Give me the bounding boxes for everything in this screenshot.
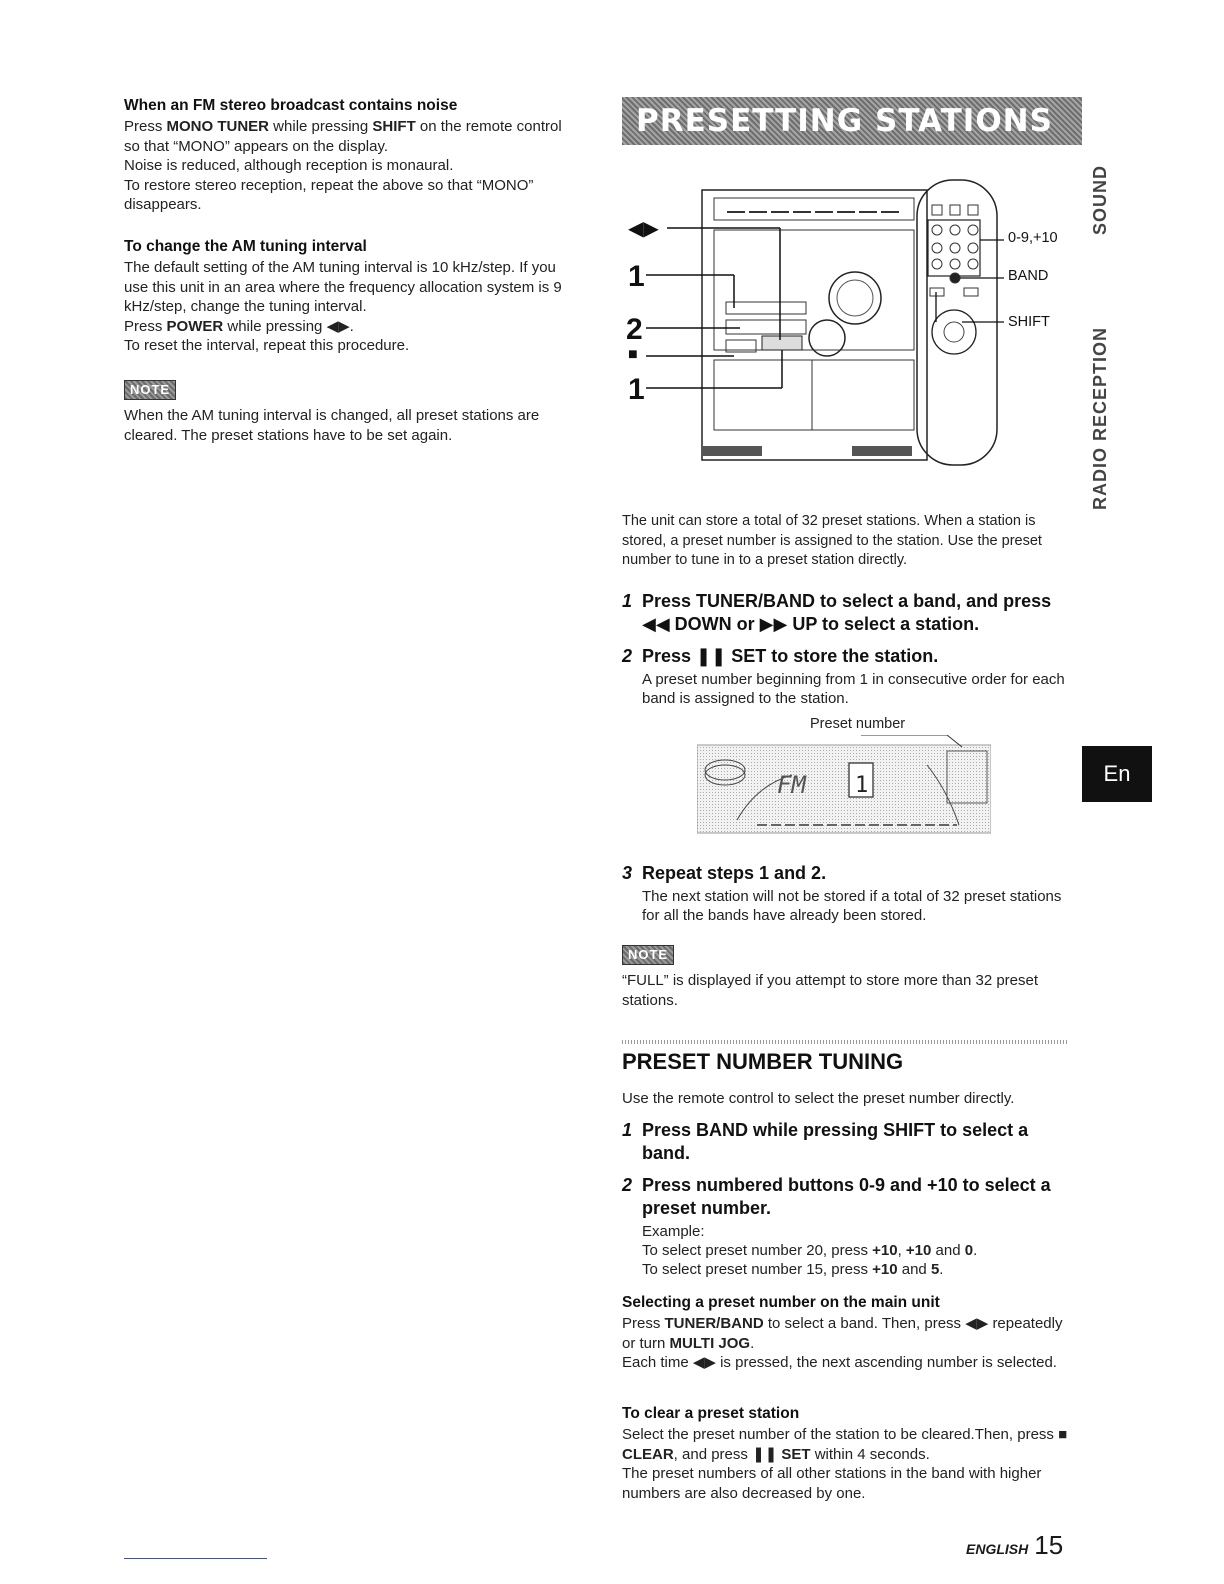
- preset-number-tuning-heading: PRESET NUMBER TUNING: [622, 1049, 904, 1074]
- step-number: 1: [622, 1120, 633, 1140]
- text-run: Press: [622, 1315, 665, 1332]
- am-interval-paragraph-2: [124, 317, 574, 337]
- step-body: The next station will not be stored if a total of 32 preset stations for all the bands have already been stored.: [642, 888, 1062, 924]
- main-unit-section: [622, 1294, 1068, 1373]
- step-title: Press ❚❚ SET to store the station.: [642, 646, 939, 666]
- fm-display-illustration: [697, 735, 991, 835]
- text-run: Select the preset number of the station to be cleared.Then, press: [622, 1426, 1059, 1443]
- main-unit-heading: Selecting a preset number on the main unit: [622, 1294, 940, 1311]
- note-badge-left: NOTE: [124, 380, 176, 400]
- unit-top-display: [714, 198, 914, 220]
- presetting-step-1: [622, 590, 1068, 636]
- text-run: .: [939, 1261, 944, 1278]
- clear-preset-section: [622, 1405, 1068, 1503]
- unit-remote-illustration: [622, 160, 1068, 470]
- page-footer: [966, 1530, 1063, 1561]
- label-arrows: ◀▶: [628, 218, 659, 240]
- text-run: and: [897, 1261, 931, 1278]
- key: 5: [930, 1261, 940, 1278]
- text-run: Press: [124, 118, 167, 135]
- key: +10: [905, 1242, 932, 1259]
- step-number: 2: [622, 1175, 633, 1195]
- preset-number-label: Preset number: [810, 716, 906, 732]
- step-body: A preset number beginning from 1 in consecutive order for each band is assigned to the station.: [642, 671, 1065, 707]
- unit-front-panel: [714, 230, 914, 350]
- display-preset-digit: 1: [855, 773, 869, 798]
- display-band-text: FM: [777, 771, 806, 799]
- text-run: to select a band. Then, press ◀▶ repeatedly or turn: [622, 1315, 1063, 1352]
- main-unit-paragraph-1: [622, 1314, 1068, 1353]
- remote-number-block: [928, 220, 980, 276]
- text-run: To select preset number 15, press: [642, 1261, 873, 1278]
- text-run: while pressing: [269, 118, 373, 135]
- example-line-2: [642, 1260, 1068, 1279]
- am-interval-paragraph-1: The default setting of the AM tuning interval is 10 kHz/step. If you use this unit in an area where the frequency allocation system is 9 kHz/step, change the tuning interval.: [124, 259, 562, 315]
- cassette-deck: [714, 360, 914, 430]
- text-run: Press: [124, 317, 167, 335]
- pnt-step-1: [622, 1119, 1068, 1165]
- am-interval-section: [124, 238, 574, 356]
- pnt-example: [642, 1222, 1068, 1279]
- key-shift: SHIFT: [372, 118, 416, 135]
- text-run: .: [750, 1334, 755, 1352]
- footer-language: ENGLISH: [966, 1541, 1029, 1557]
- step-number: 1: [622, 591, 633, 611]
- volume-dial: [809, 320, 845, 356]
- text-run: .: [973, 1242, 978, 1259]
- fm-noise-paragraph-3: To restore stereo reception, repeat the above so that “MONO” disappears.: [124, 176, 534, 213]
- key: +10: [872, 1242, 898, 1259]
- am-interval-paragraph-3: To reset the interval, repeat this procedure.: [124, 337, 410, 354]
- text-run: on the remote control so that “MONO” appears on the display.: [124, 118, 562, 155]
- note-text-right: “FULL” is displayed if you attempt to store more than 32 preset stations.: [622, 972, 1039, 1009]
- callout-shift: SHIFT: [1008, 314, 1050, 330]
- text-run: ,: [897, 1242, 906, 1259]
- key-power: POWER: [166, 317, 224, 335]
- main-unit-paragraph-2: Each time ◀▶ is pressed, the next ascending number is selected.: [622, 1354, 1057, 1371]
- label-step-2: 2: [626, 313, 643, 346]
- callout-numbers: 0-9,+10: [1008, 230, 1058, 246]
- fm-noise-paragraph-1: [124, 117, 574, 156]
- key: +10: [872, 1261, 898, 1278]
- button-row-1: [726, 302, 806, 314]
- fm-noise-paragraph-2: Noise is reduced, although reception is monaural.: [124, 157, 454, 174]
- example-label: Example:: [642, 1223, 705, 1240]
- text-run: To select preset number 20, press: [642, 1242, 873, 1259]
- remote-jog-center: [944, 322, 964, 342]
- label-step-1a: 1: [628, 260, 645, 293]
- step-title: Press numbered buttons 0-9 and +10 to select a preset number.: [642, 1175, 1051, 1218]
- set-button: [762, 336, 802, 350]
- label-stop: ■: [628, 346, 638, 363]
- clear-preset-paragraph-2: The preset numbers of all other stations in the band with higher numbers are also decreased by one.: [622, 1465, 1042, 1502]
- key-set: ❚❚ SET: [752, 1445, 811, 1463]
- clear-preset-heading: To clear a preset station: [622, 1405, 800, 1422]
- step-title: Press TUNER/BAND to select a band, and press ◀◀ DOWN or ▶▶ UP to select a station.: [642, 591, 1052, 634]
- presetting-step-3: [622, 862, 1068, 925]
- note-text-left: When the AM tuning interval is changed, all preset stations are cleared. The preset stations have to be set again.: [124, 407, 540, 444]
- step-title: Repeat steps 1 and 2.: [642, 863, 827, 883]
- text-run: and: [931, 1242, 965, 1259]
- step-number: 2: [622, 646, 633, 666]
- unit-foot-right: [852, 446, 912, 456]
- am-interval-heading: To change the AM tuning interval: [124, 238, 367, 255]
- key: 0: [964, 1242, 974, 1259]
- example-line-1: [642, 1241, 1068, 1260]
- button-row-2: [726, 320, 806, 334]
- display-panel: [697, 735, 991, 835]
- language-tab: En: [1082, 746, 1152, 802]
- label-step-1b: 1: [628, 373, 645, 406]
- remote-jog-ring: [932, 310, 976, 354]
- presetting-stations-banner: PRESETTING STATIONS: [622, 97, 1082, 145]
- fm-noise-heading: When an FM stereo broadcast contains noise: [124, 97, 458, 114]
- step-title: Press BAND while pressing SHIFT to select a band.: [642, 1120, 1029, 1163]
- clear-preset-paragraph-1: [622, 1425, 1068, 1464]
- section-divider: [622, 1040, 1068, 1044]
- multi-jog-inner: [837, 280, 873, 316]
- tab-sound: SOUND: [1090, 164, 1110, 235]
- text-run: , and press: [673, 1445, 753, 1463]
- pnt-step-2: [622, 1174, 1068, 1279]
- key-clear: ■ CLEAR: [622, 1426, 1068, 1463]
- key-mono-tuner: MONO TUNER: [166, 118, 270, 135]
- key-tuner-band: TUNER/BAND: [664, 1315, 764, 1332]
- text-run: while pressing ◀▶.: [223, 317, 354, 335]
- pnt-intro: Use the remote control to select the preset number directly.: [622, 1090, 1015, 1107]
- fm-noise-section: [124, 97, 574, 215]
- presetting-step-2: [622, 645, 1068, 708]
- stereo-unit-illustration: [622, 160, 1068, 470]
- note-badge-right: NOTE: [622, 945, 674, 965]
- presetting-intro: The unit can store a total of 32 preset stations. When a station is stored, a preset number is assigned to the station. Use the preset number to tune in to a preset station directly.: [622, 513, 1042, 568]
- text-run: within 4 seconds.: [810, 1445, 930, 1463]
- bottom-rule: [124, 1558, 267, 1559]
- tab-radio-reception: RADIO RECEPTION: [1090, 326, 1110, 510]
- page-number: 15: [1034, 1530, 1064, 1560]
- key-multi-jog: MULTI JOG: [669, 1334, 751, 1352]
- callout-band: BAND: [1008, 268, 1049, 284]
- unit-foot-left: [702, 446, 762, 456]
- remote-number-buttons: [930, 205, 978, 296]
- step-number: 3: [622, 863, 633, 883]
